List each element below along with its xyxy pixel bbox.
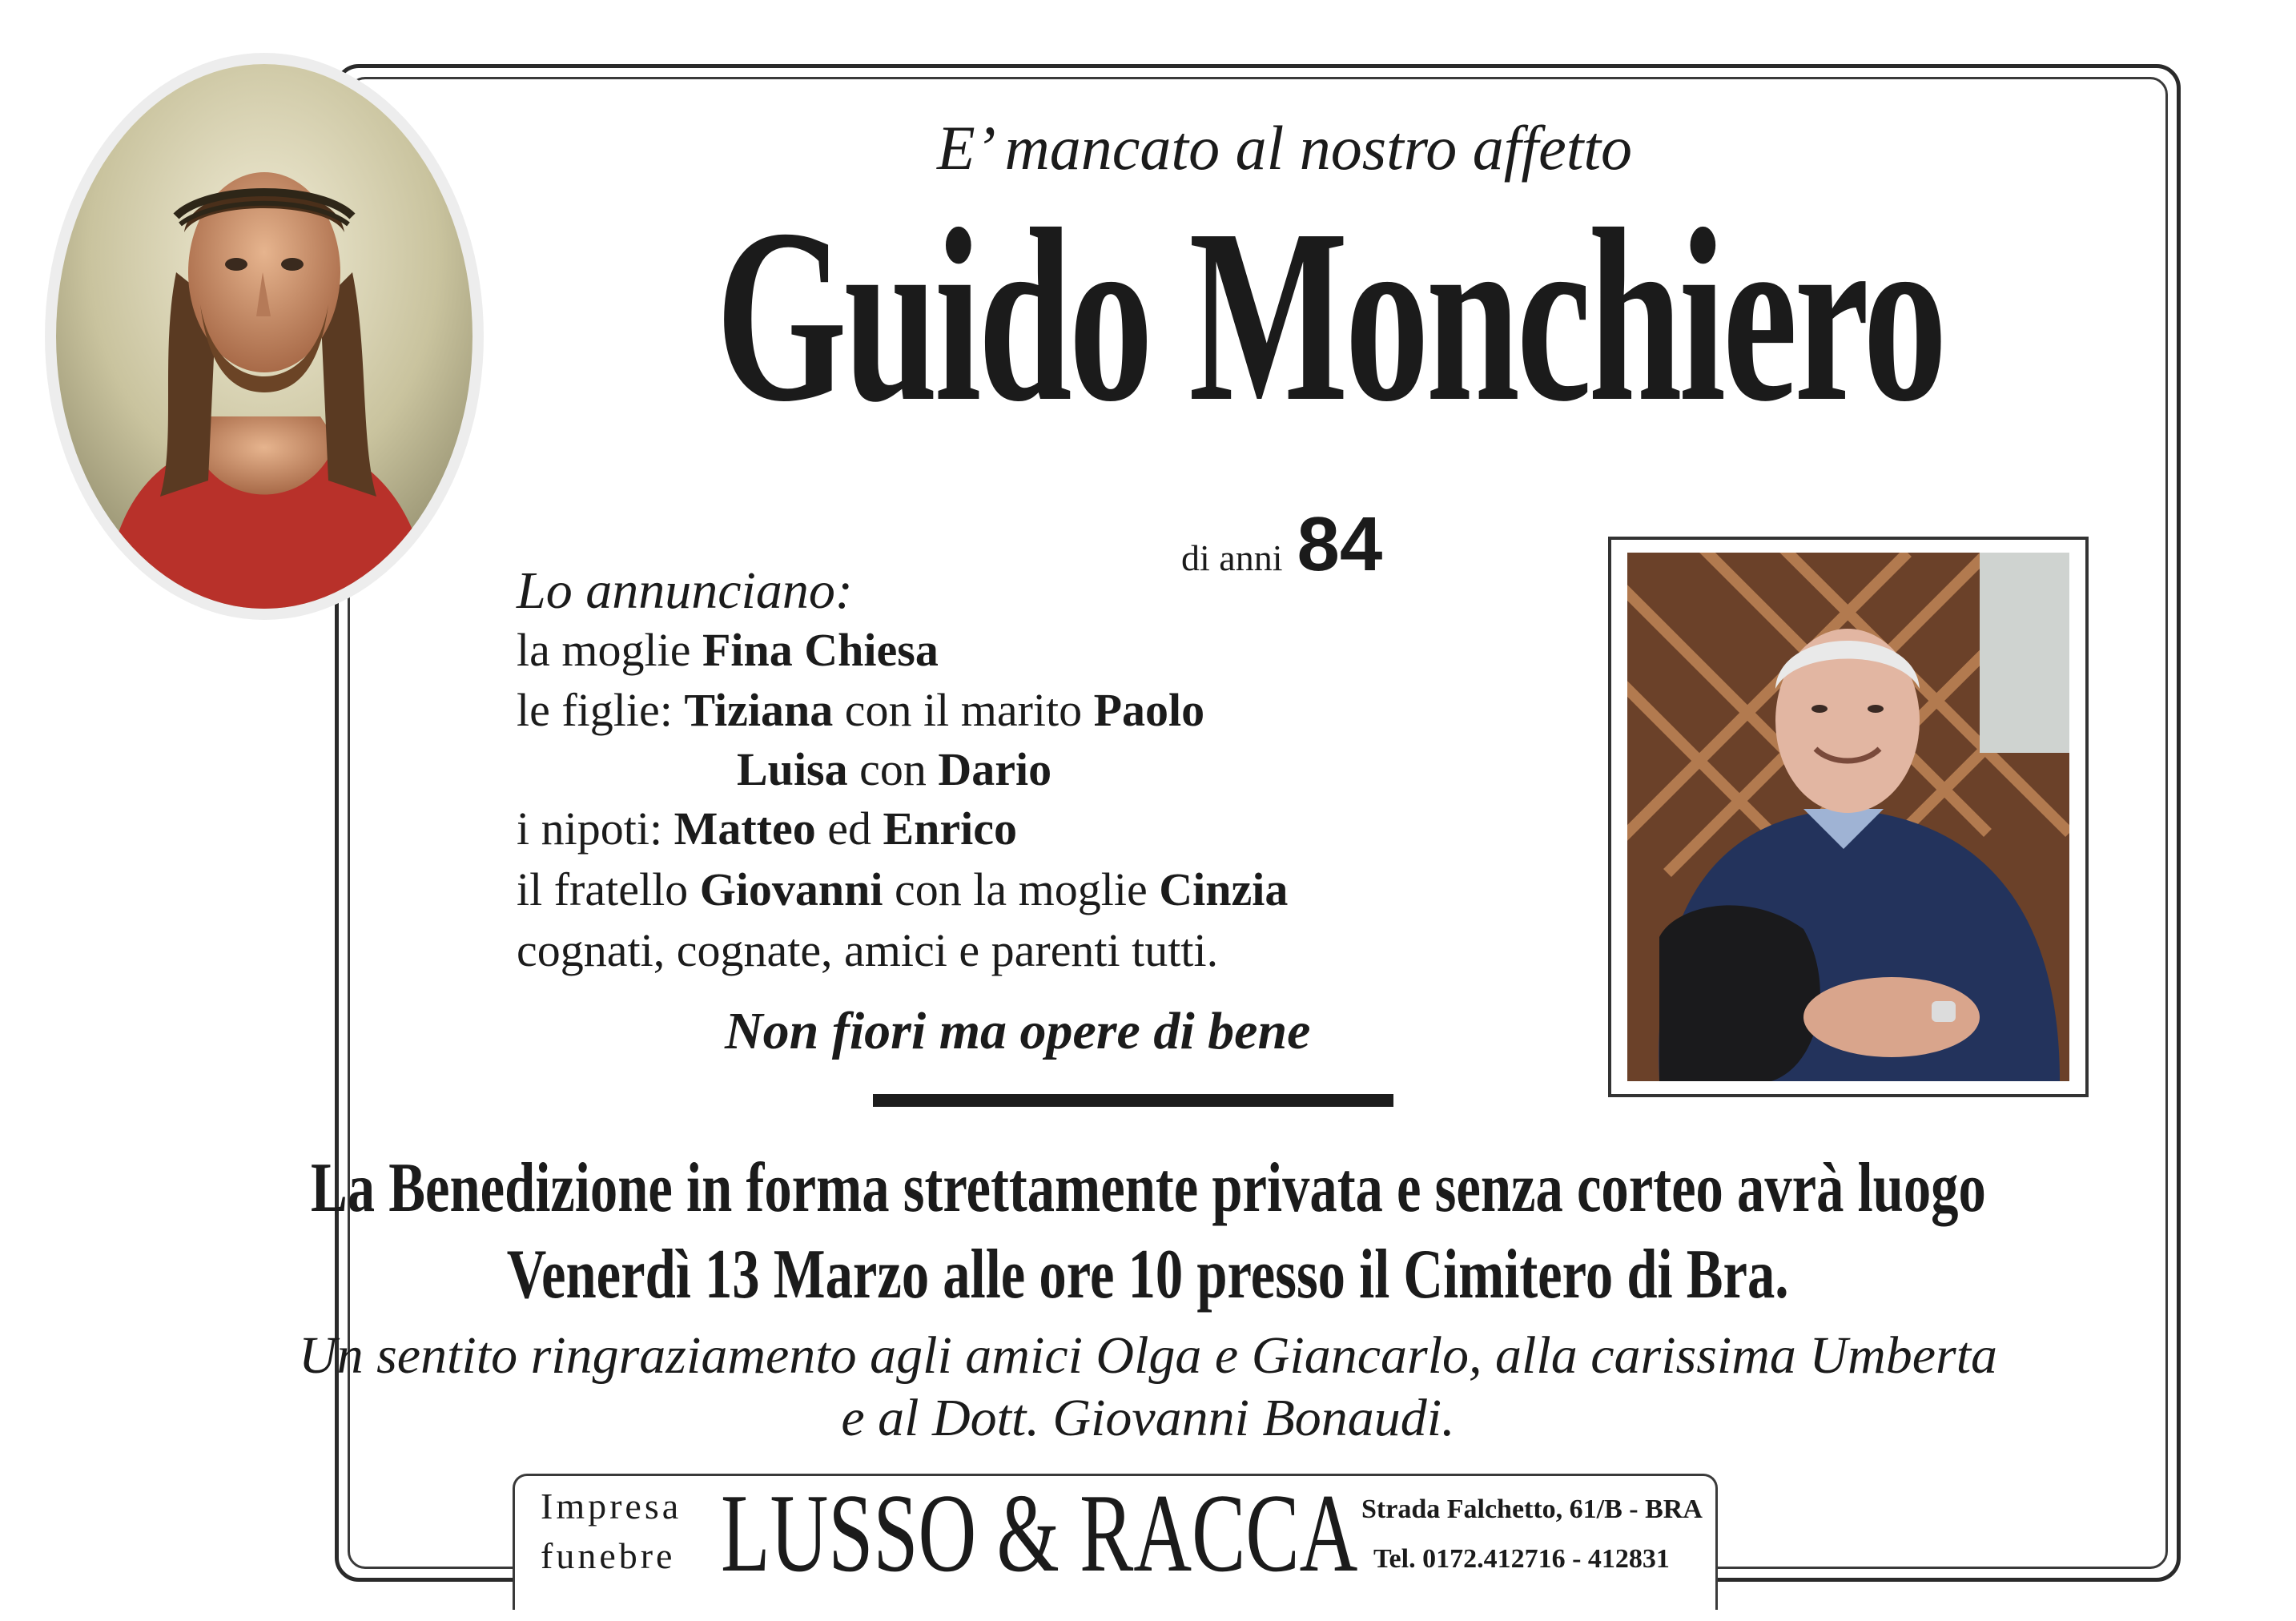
family-relation: ed — [815, 802, 883, 855]
blessing-line-1-text: La Benedizione in forma strettamente privata e senza corteo avrà luogo — [310, 1149, 1986, 1227]
family-name: Cinzia — [1159, 863, 1289, 915]
family-name: Matteo — [674, 802, 816, 855]
family-name: Enrico — [883, 802, 1017, 855]
deceased-name-text: Guido Monchiero — [716, 179, 1944, 453]
thanks-line-2: e al Dott. Giovanni Bonaudi. — [841, 1389, 1455, 1447]
divider — [873, 1094, 1393, 1107]
family-relation: con la moglie — [883, 863, 1160, 915]
footer-phone: Tel. 0172.412716 - 412831 — [1373, 1544, 1670, 1574]
family-name: Dario — [938, 743, 1052, 795]
blessing-line-2-text: Venerdì 13 Marzo alle ore 10 presso il Cimitero di Bra. — [507, 1236, 1789, 1313]
family-line — [517, 863, 1289, 915]
notice-subtitle: E’ mancato al nostro affetto — [937, 113, 1633, 183]
family-name: Fina Chiesa — [702, 624, 939, 676]
funeral-home-brand-text: LUSSO & RACCA — [721, 1471, 1358, 1595]
closing-phrase: Non fiori ma opere di bene — [725, 1002, 1311, 1060]
portrait-photo-icon — [1627, 553, 2069, 1081]
blessing-line-2 — [0, 1236, 2296, 1313]
family-name: Tiziana — [684, 684, 834, 736]
age-label: di anni — [1181, 537, 1283, 578]
age-value: 84 — [1297, 501, 1383, 587]
footer-funebre: funebre — [541, 1535, 676, 1576]
family-relation: con — [847, 743, 939, 795]
deceased-name — [0, 179, 2296, 453]
family-line — [737, 743, 1052, 795]
family-name: Luisa — [737, 743, 848, 795]
family-line — [517, 802, 1017, 855]
blessing-line-1 — [0, 1149, 2296, 1227]
family-relation: con il marito — [833, 684, 1094, 736]
family-line — [517, 684, 1205, 736]
family-name: Giovanni — [699, 863, 883, 915]
footer-impresa: Impresa — [541, 1486, 682, 1526]
family-relation: le figlie: — [517, 684, 685, 736]
family-relation: i nipoti: — [517, 802, 674, 855]
age-line — [1181, 501, 1382, 589]
announce-label: Lo annunciano: — [517, 561, 853, 620]
family-relation: cognati, cognate, amici e parenti tutti. — [517, 924, 1219, 976]
family-name: Paolo — [1093, 684, 1205, 736]
family-line — [517, 924, 1219, 976]
family-relation: la moglie — [517, 624, 702, 676]
thanks-line-1: Un sentito ringraziamento agli amici Olga e Giancarlo, alla carissima Umberta — [298, 1326, 1998, 1385]
deceased-photo — [1627, 553, 2069, 1081]
family-line — [517, 624, 939, 676]
footer-address: Strada Falchetto, 61/B - BRA — [1361, 1494, 1703, 1524]
family-relation: il fratello — [517, 863, 700, 915]
